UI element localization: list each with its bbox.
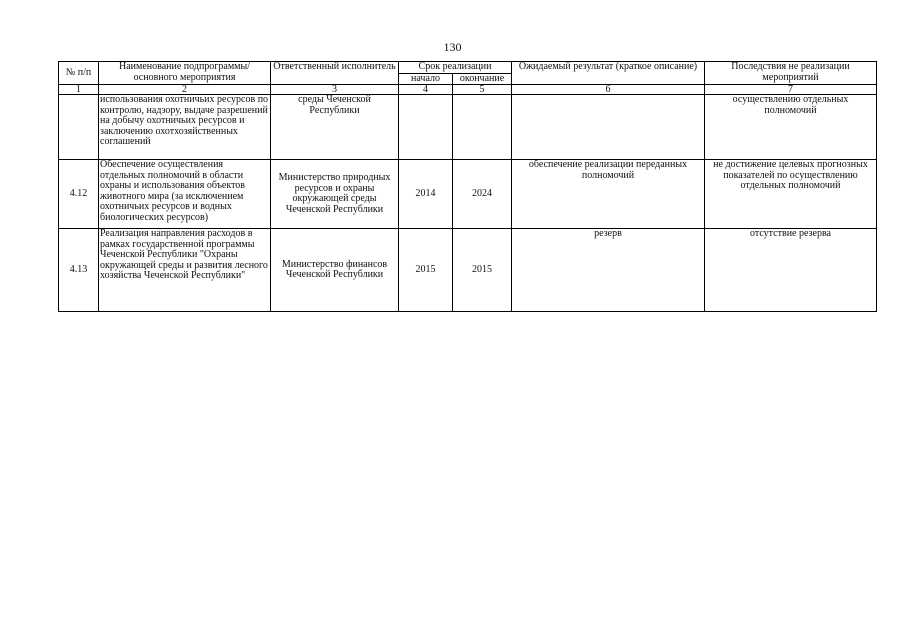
row-start: 2015 [399,229,453,312]
row-name: Обеспечение осуществления отдельных полномочий в области охраны и использования объектов животного мира (за исключением охотничьих ресурсов и водных биологических ресурсов) [99,160,271,229]
table-row [59,160,877,229]
col-number: 4 [399,85,453,95]
header-period: Срок реализации [399,62,512,74]
row-result [512,95,705,160]
row-start [399,95,453,160]
row-executor: среды Чеченской Республики [271,95,399,160]
row-name: использования охотничьих ресурсов по контролю, надзору, выдаче разрешений на добычу охотничьих ресурсов и заключению охотхозяйственных соглашений [99,95,271,160]
row-num: 4.12 [59,160,99,229]
row-result: обеспечение реализации переданных полномочий [512,160,705,229]
program-table [58,61,877,312]
col-number: 2 [99,85,271,95]
row-end [453,95,512,160]
row-num [59,95,99,160]
row-consequences: не достижение целевых прогнозных показателей по осуществлению отдельных полномочий [705,160,877,229]
table-row [59,95,877,160]
row-end: 2015 [453,229,512,312]
column-number-row [59,85,877,95]
row-executor: Министерство природных ресурсов и охраны окружающей среды Чеченской Республики [271,160,399,229]
row-consequences: отсутствие резерва [705,229,877,312]
row-end: 2024 [453,160,512,229]
col-number: 5 [453,85,512,95]
col-number: 6 [512,85,705,95]
page-number: 130 [443,40,462,54]
header-start: начало [399,73,453,85]
row-result: резерв [512,229,705,312]
header-consequences: Последствия не реализации мероприятий [705,62,877,85]
header-result: Ожидаемый результат (краткое описание) [512,62,705,85]
header-num: № п/п [59,62,99,85]
header-name: Наименование подпрограммы/ основного мероприятия [99,62,271,85]
row-executor: Министерство финансов Чеченской Республики [271,229,399,312]
row-num: 4.13 [59,229,99,312]
col-number: 3 [271,85,399,95]
header-row [59,62,877,74]
col-number: 1 [59,85,99,95]
header-executor: Ответственный исполнитель [271,62,399,85]
row-consequences: осуществлению отдельных полномочий [705,95,877,160]
row-start: 2014 [399,160,453,229]
col-number: 7 [705,85,877,95]
header-end: окончание [453,73,512,85]
row-name: Реализация направления расходов в рамках государственной программы Чеченской Республики "Охраны окружающей среды и развития лесного хозяйства Чеченской Республики" [99,229,271,312]
table-row [59,229,877,312]
